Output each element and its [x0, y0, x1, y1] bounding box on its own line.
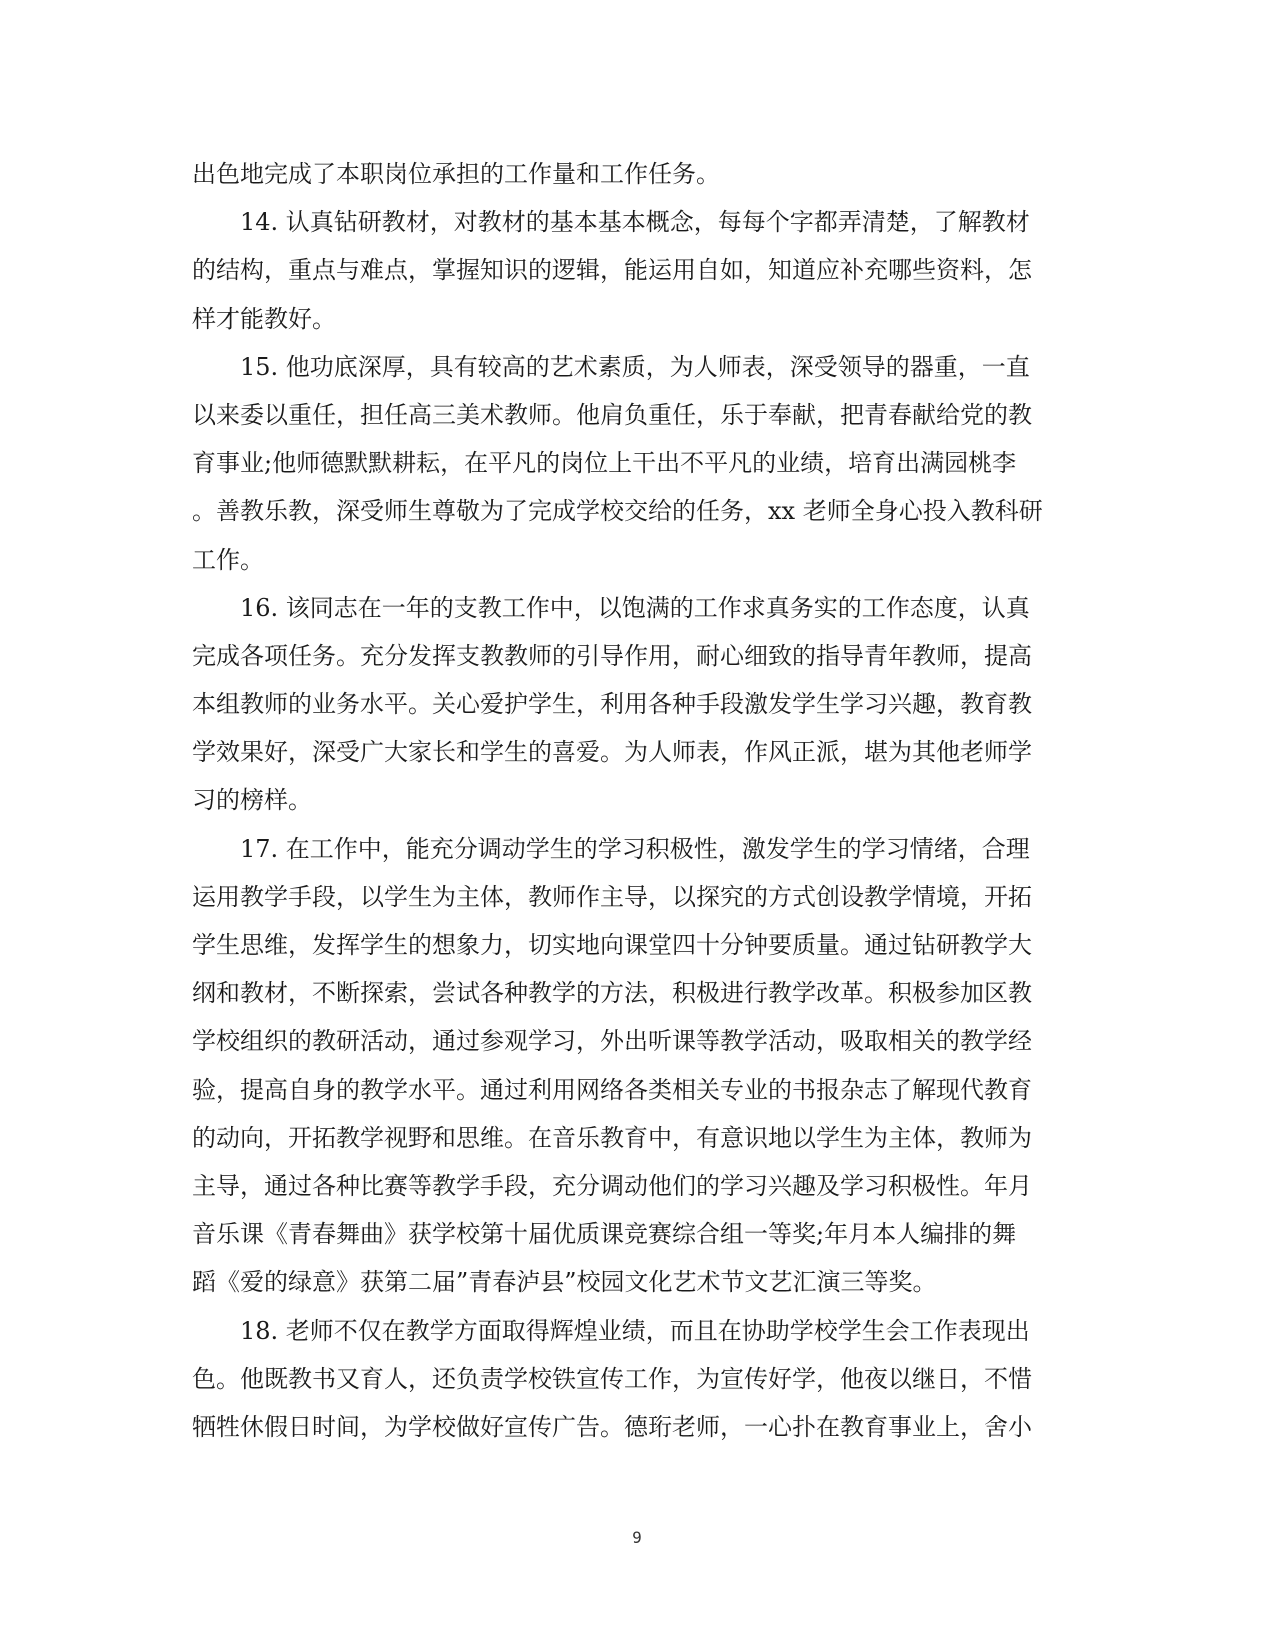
text-line: 出色地完成了本职岗位承担的工作量和工作任务。 — [192, 160, 720, 188]
text-line: 运用教学手段，以学生为主体，教师作主导，以探究的方式创设教学情境，开拓 — [192, 882, 1032, 911]
text-line: 学生思维，发挥学生的想象力，切实地向课堂四十分钟要质量。通过钻研教学大 — [192, 931, 1032, 959]
text-line: 17. 在工作中，能充分调动学生的学习积极性，激发学生的学习情绪，合理 — [240, 834, 1030, 863]
text-line: 蹈《爱的绿意》获第二届”青春泸县”校园文化艺术节文艺汇演三等奖。 — [192, 1268, 937, 1297]
text-line: 18. 老师不仅在教学方面取得辉煌业绩，而且在协助学校学生会工作表现出 — [240, 1316, 1030, 1345]
text-line: 验，提高自身的教学水平。通过利用网络各类相关专业的书报杂志了解现代教育 — [192, 1075, 1032, 1104]
text-line: 的结构，重点与难点，掌握知识的逻辑，能运用自如，知道应补充哪些资料，怎 — [192, 256, 1032, 285]
text-line: 的动向，开拓教学视野和思维。在音乐教育中，有意识地以学生为主体，教师为 — [192, 1123, 1032, 1152]
text-line: 色。他既教书又育人，还负责学校铁宣传工作，为宣传好学，他夜以继日，不惜 — [192, 1364, 1032, 1393]
text-line: 完成各项任务。充分发挥支教教师的引导作用，耐心细致的指导青年教师，提高 — [192, 641, 1032, 670]
text-line: 牺牲休假日时间，为学校做好宣传广告。德珩老师，一心扑在教育事业上，舍小 — [192, 1412, 1032, 1441]
text-line: 本组教师的业务水平。关心爱护学生，利用各种手段激发学生学习兴趣，教育教 — [192, 690, 1032, 719]
text-line: 音乐课《青春舞曲》获学校第十届优质课竞赛综合组一等奖;年月本人编排的舞 — [192, 1220, 1017, 1249]
text-line: 14. 认真钻研教材，对教材的基本基本概念，每每个字都弄清楚，了解教材 — [240, 208, 1030, 237]
text-line: 工作。 — [192, 545, 264, 574]
text-line: 15. 他功底深厚，具有较高的艺术素质，为人师表，深受领导的器重，一直 — [240, 352, 1030, 381]
text-line: 学效果好，深受广大家长和学生的喜爱。为人师表，作风正派，堪为其他老师学 — [192, 738, 1032, 767]
text-line: 以来委以重任，担任高三美术教师。他肩负重任，乐于奉献，把青春献给党的教 — [192, 400, 1032, 429]
text-line: 习的榜样。 — [192, 786, 312, 815]
text-line: 育事业;他师德默默耕耘，在平凡的岗位上干出不平凡的业绩，培育出满园桃李 — [192, 449, 1017, 478]
text-line: 主导，通过各种比赛等教学手段，充分调动他们的学习兴趣及学习积极性。年月 — [192, 1171, 1032, 1200]
body-text — [192, 150, 1072, 1451]
text-line: 学校组织的教研活动，通过参观学习，外出听课等教学活动，吸取相关的教学经 — [192, 1027, 1032, 1056]
text-line: 。善教乐教，深受师生尊敬为了完成学校交给的任务，xx 老师全身心投入教科研 — [192, 497, 1043, 526]
page-number: 9 — [632, 1528, 642, 1547]
text-line: 16. 该同志在一年的支教工作中，以饱满的工作求真务实的工作态度，认真 — [240, 593, 1030, 622]
text-line: 样才能教好。 — [192, 304, 336, 333]
text-line: 纲和教材，不断探索，尝试各种教学的方法，积极进行教学改革。积极参加区教 — [192, 979, 1032, 1008]
